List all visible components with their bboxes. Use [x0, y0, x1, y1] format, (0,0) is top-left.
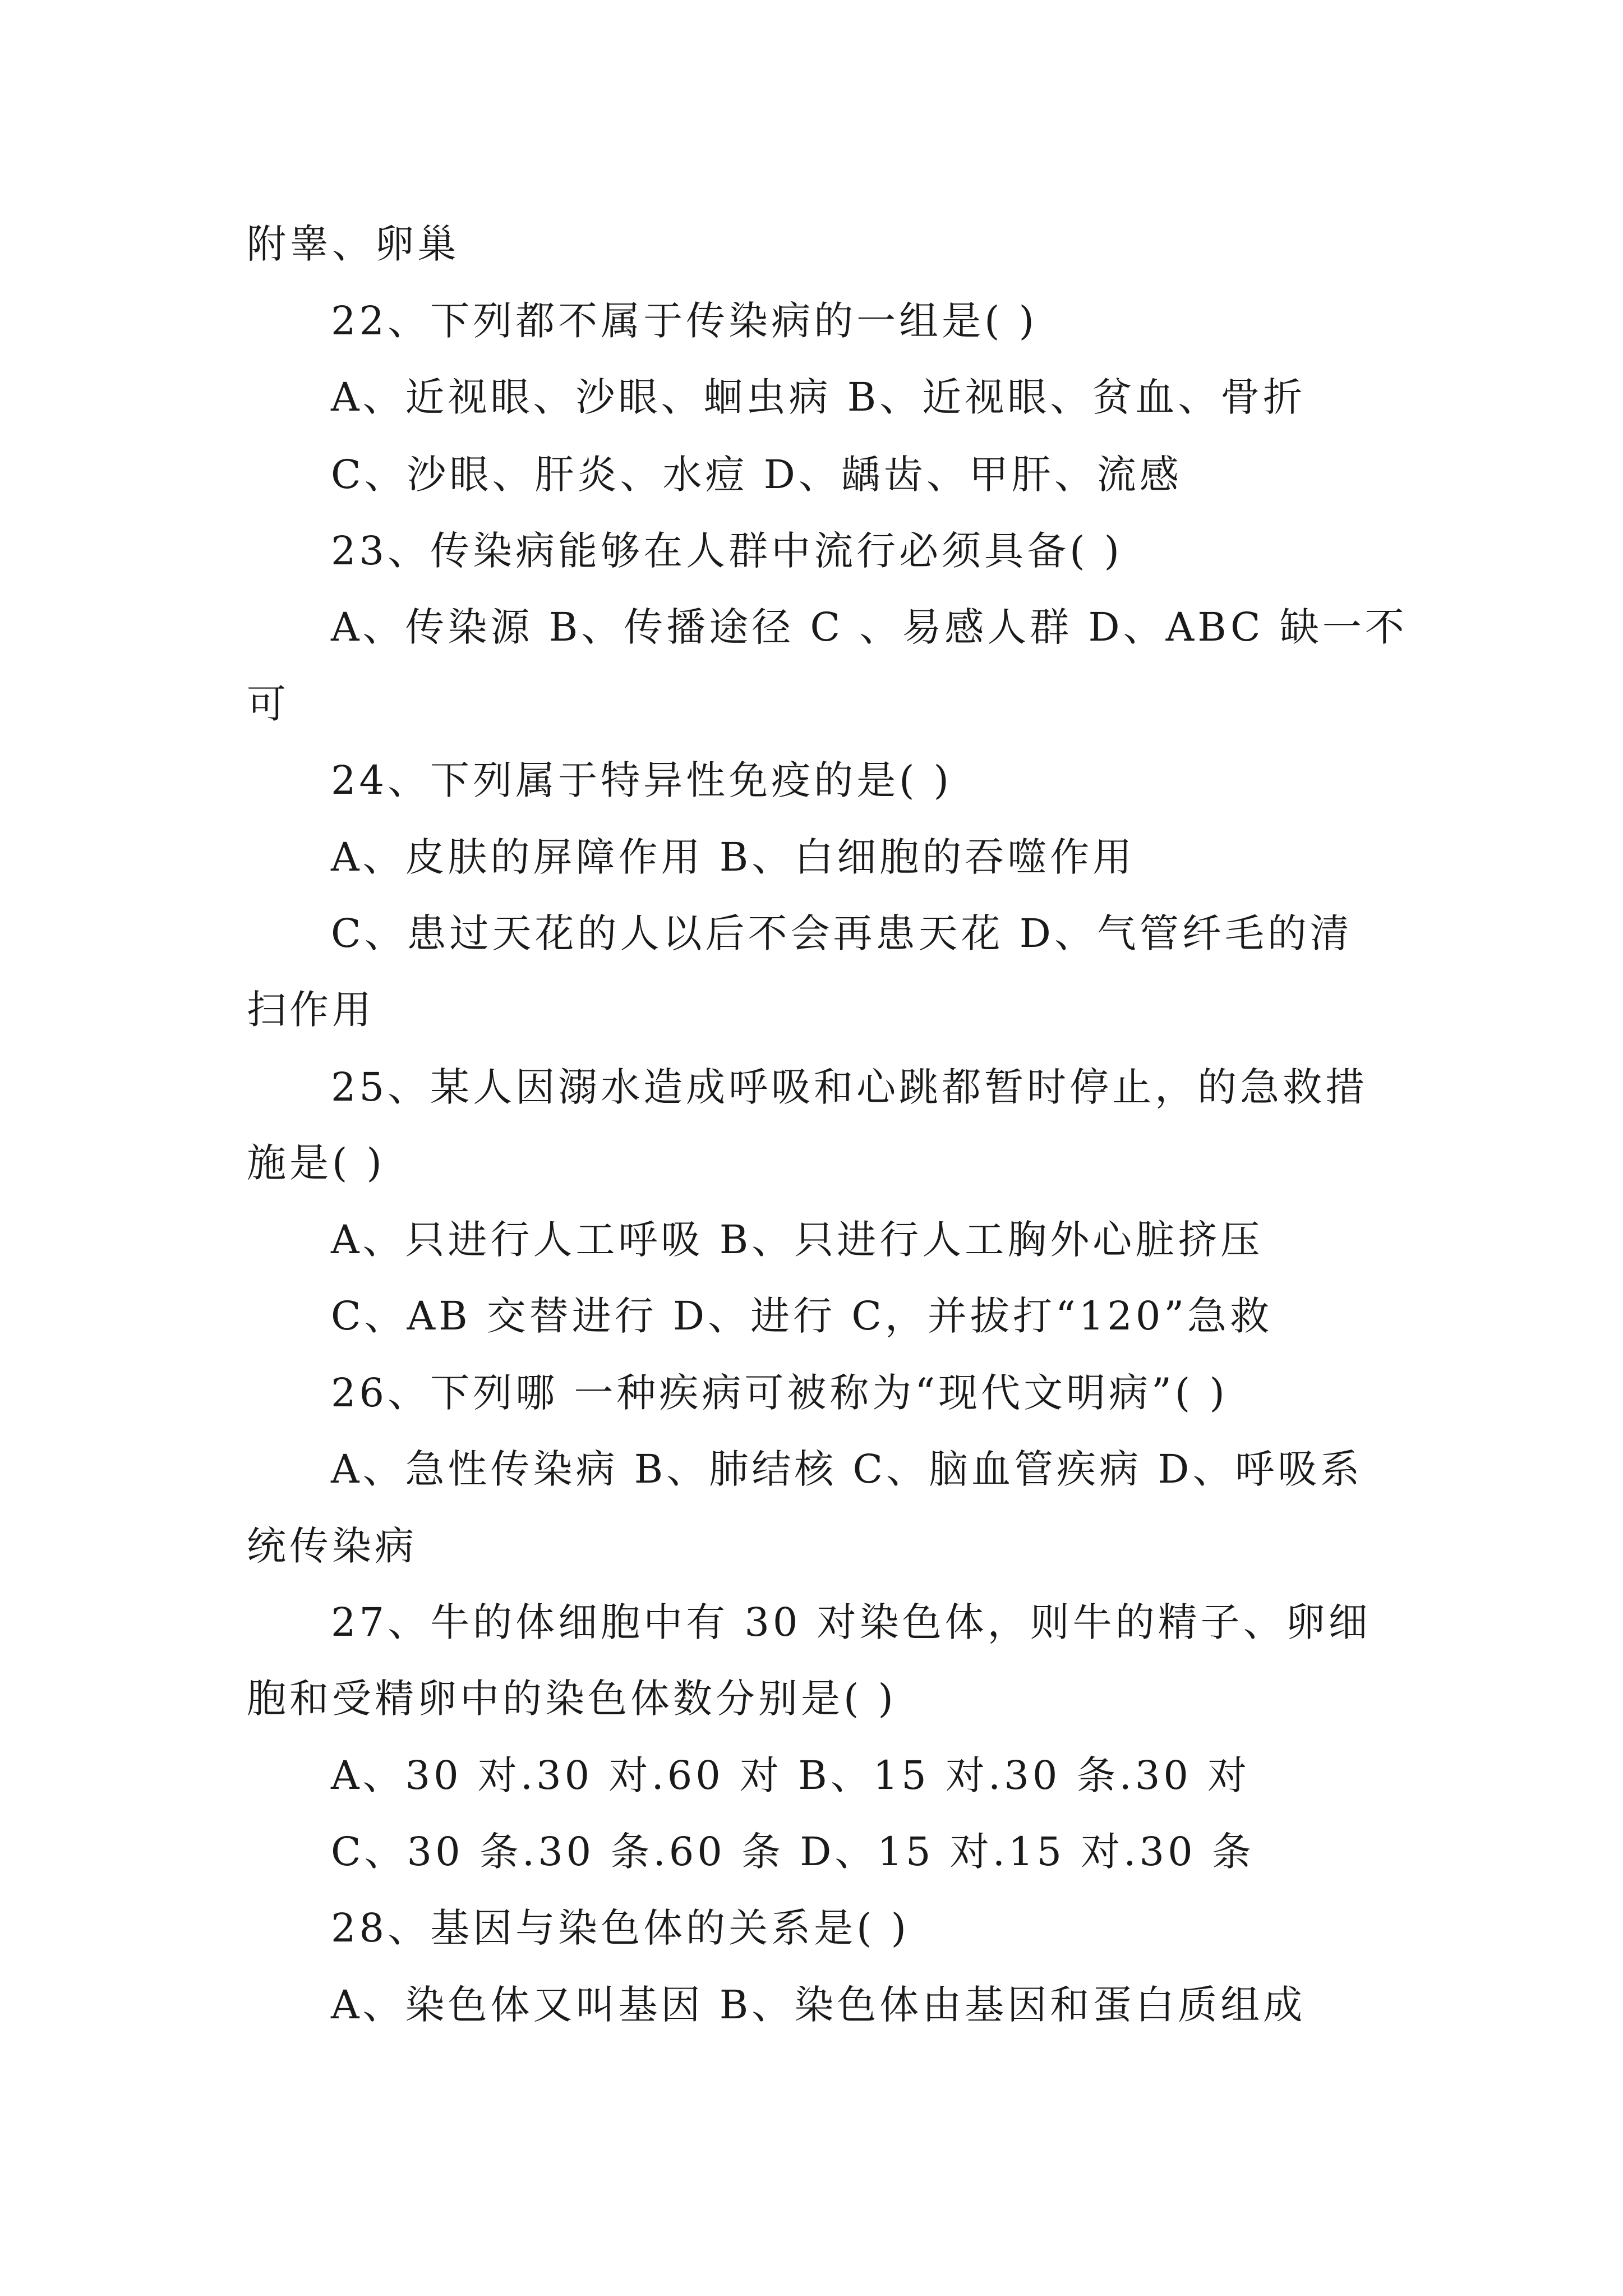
question-25: 25、某人因溺水造成呼吸和心跳都暂时停止，的急救措	[331, 1064, 1368, 1110]
question-22-options-ab: A、近视眼、沙眼、蛔虫病 B、近视眼、贫血、骨折	[331, 374, 1306, 420]
question-25-options-ab: A、只进行人工呼吸 B、只进行人工胸外心脏挤压	[331, 1217, 1264, 1263]
question-25-cont: 施是( )	[247, 1140, 385, 1186]
question-28-options-ab: A、染色体又叫基因 B、染色体由基因和蛋白质组成	[331, 1982, 1306, 2028]
question-24-options-cont: 扫作用	[247, 987, 375, 1033]
question-27-cont: 胞和受精卵中的染色体数分别是( )	[247, 1676, 897, 1722]
question-23-options-cont: 可	[247, 681, 289, 727]
question-24-options-cd: C、患过天花的人以后不会再患天花 D、气管纤毛的清	[331, 910, 1353, 956]
question-28: 28、基因与染色体的关系是( )	[331, 1905, 910, 1951]
question-26-options-cont: 统传染病	[247, 1523, 417, 1569]
question-23: 23、传染病能够在人群中流行必须具备( )	[331, 528, 1123, 574]
question-22-options-cd: C、沙眼、肝炎、水痘 D、龋齿、甲肝、流感	[331, 452, 1182, 498]
question-27: 27、牛的体细胞中有 30 对染色体，则牛的精子、卵细	[331, 1599, 1371, 1645]
question-26-options: A、急性传染病 B、肺结核 C、脑血管疾病 D、呼吸系	[331, 1446, 1363, 1492]
question-24: 24、下列属于特异性免疫的是( )	[331, 757, 952, 803]
question-24-options-ab: A、皮肤的屏障作用 B、白细胞的吞噬作用	[331, 834, 1136, 880]
question-22: 22、下列都不属于传染病的一组是( )	[331, 298, 1038, 344]
question-27-options-ab: A、30 对.30 对.60 对 B、15 对.30 条.30 对	[331, 1752, 1251, 1798]
question-25-options-cd: C、AB 交替进行 D、进行 C，并拔打“120”急救	[331, 1293, 1273, 1339]
text-line-1: 附睾、卵巢	[247, 221, 460, 267]
question-23-options: A、传染源 B、传播途径 C 、易感人群 D、ABC 缺一不	[331, 604, 1408, 650]
question-26: 26、下列哪 一种疾病可被称为“现代文明病”( )	[331, 1370, 1228, 1416]
question-27-options-cd: C、30 条.30 条.60 条 D、15 对.15 对.30 条	[331, 1829, 1255, 1875]
